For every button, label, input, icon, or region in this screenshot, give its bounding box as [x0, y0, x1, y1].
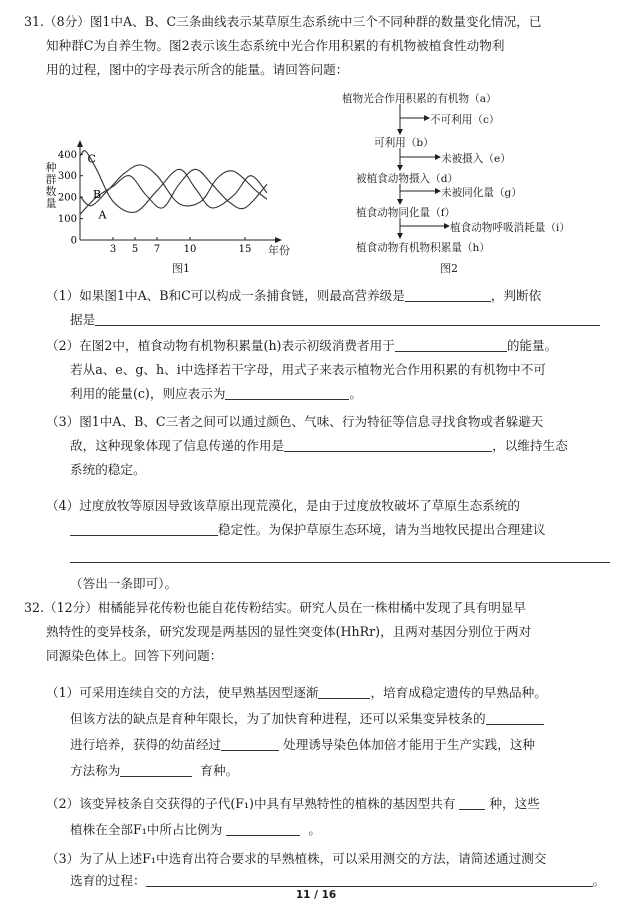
q31-sub3-text-end: ，以维持生态 — [492, 438, 568, 453]
q31-sub4-line2 — [70, 522, 545, 538]
q32-sub2-line1 — [46, 796, 540, 812]
q32-sub1-text: （1）可采用连续自交的方法，使早熟基因型逐渐 — [46, 685, 319, 700]
figure2 — [330, 88, 630, 278]
figure1-ylabel-char: 群 — [45, 173, 57, 186]
flow-branch-g: 未被同化量（g） — [441, 187, 522, 199]
q32-sub2-line2 — [70, 822, 321, 838]
figure1-xlabel: 年份 — [268, 244, 290, 257]
q32-sub3-blank[interactable] — [146, 873, 593, 887]
y-tick-label: 0 — [70, 235, 77, 247]
q32-sub2-text: （2）该变异枝条自交获得的子代(F₁)中具有早熟特性的植株的基因型共有 — [46, 796, 456, 811]
q32-sub1-text-g: 育种。 — [200, 763, 239, 778]
q32-sub1-line2 — [70, 711, 544, 727]
figure1-y-arrow — [77, 140, 83, 147]
q32-sub3-text-end: 。 — [592, 873, 606, 888]
figure1-ylabel — [44, 162, 58, 210]
page-number: 11 / 16 — [295, 889, 337, 901]
y-tick-label: 400 — [57, 149, 77, 161]
q31-sub2-line3: 利用的能量(c)，则应表示为 。 — [70, 386, 363, 401]
q31-sub2-formula-label: 利用的能量(c)，则应表示为 — [70, 386, 226, 401]
q31-sub3-line2 — [70, 438, 568, 454]
q32-sub2-text-b: 种，这些 — [489, 796, 540, 811]
y-tick-label: 200 — [57, 192, 77, 204]
q31-sub4-text: 稳定性。为保护草原生态环境，请为当地牧民提出合理建议 — [218, 522, 546, 537]
q32-sub2-blank2[interactable] — [226, 822, 300, 836]
q31-sub2-text-end: 的能量。 — [506, 338, 558, 353]
q32-sub1-text-d: 进行培养，获得的幼苗经过 — [70, 737, 222, 752]
q31-sub3-answer-blank[interactable] — [284, 438, 492, 452]
x-tick-label: 5 — [131, 244, 139, 255]
q32-sub1-text-f: 方法称为 — [70, 763, 121, 778]
q31-sub1-reason-blank[interactable] — [95, 312, 600, 326]
flow-node-d: 被植食动物摄入（d） — [356, 173, 459, 185]
figure1-caption: 图1 — [172, 262, 190, 275]
flow-branch-e: 未被摄入（e） — [441, 153, 511, 165]
q31-stem-line1: 31.（8分）图1中A、B、C三条曲线表示某草原生态系统中三个不同种群的数量变化情况，已 — [24, 14, 542, 29]
q31-sub2-answer-blank[interactable] — [395, 338, 507, 352]
q31-sub4-suggestion-line[interactable] — [70, 562, 610, 563]
q31-sub4-line4: （答出一条即可）。 — [70, 576, 178, 591]
figure1-ylabel-char: 种 — [45, 161, 57, 174]
q31-sub2-text: （2）在图2中，植食动物有机物积累量(h)表示初级消费者用于 — [46, 338, 395, 353]
y-tick-label: 300 — [57, 171, 77, 183]
q32-sub2-text-d: 。 — [308, 822, 321, 837]
q31-sub4-stability-blank[interactable] — [70, 522, 218, 536]
q31-sub3-line1: （3）图1中A、B、C三者之间可以通过颜色、气味、行为特征等信息寻找食物或者躲避天 — [46, 414, 544, 429]
x-tick-label: 15 — [238, 244, 252, 255]
q32-sub3-line2 — [70, 873, 605, 889]
q31-stem-line3: 用的过程，图中的字母表示所含的能量。请回答问题： — [46, 62, 349, 77]
flow-node-a: 植物光合作用积累的有机物（a） — [342, 93, 497, 105]
q31-sub3-text: 敌，这种现象体现了信息传递的作用是 — [70, 438, 285, 453]
q32-sub1-text-b: ，培育成稳定遗传的早熟品种。 — [370, 685, 547, 700]
q32-sub1-text-c: 但该方法的缺点是育种年限长，为了加快育种进程，还可以采集变异枝条的 — [70, 711, 486, 726]
q32-sub3-text: 选育的过程： — [70, 873, 146, 888]
q31-stem-line2: 知种群C为自养生物。图2表示该生态系统中光合作用积累的有机物被植食性动物利 — [46, 38, 505, 53]
x-tick-label: 7 — [153, 244, 161, 255]
q32-sub1-line4 — [70, 763, 238, 779]
q32-stem-line3: 同源染色体上。回答下列问题： — [46, 648, 223, 663]
figure1-series-group — [80, 151, 267, 215]
q31-sub1-reason-label: 据是 — [70, 312, 96, 327]
flow-branch-i: 植食动物呼吸消耗量（i） — [450, 222, 570, 234]
q32-sub3-line1: （3）为了从上述F₁中选育出符合要求的早熟植株，可以采用测交的方法，请简述通过测交 — [46, 851, 547, 866]
figure1-ylabel-char: 量 — [45, 197, 57, 210]
flow-node-b: 可利用（b） — [374, 137, 434, 149]
flow-branch-c: 不可利用（c） — [430, 114, 500, 126]
q32-sub1-blank4[interactable] — [120, 763, 192, 777]
figure1-ylabel-char: 数 — [45, 185, 57, 198]
q31-sub1-line2 — [70, 312, 600, 328]
q32-sub1-text-e: 处理诱导染色体加倍才能用于生产实践，这种 — [283, 737, 535, 752]
series-line-c — [80, 151, 267, 213]
q31-sub3-line3: 系统的稳定。 — [70, 462, 146, 477]
x-tick-label: 10 — [183, 244, 197, 255]
q31-sub1-text-end: ，判断依 — [490, 288, 542, 303]
q31-sub2-formula-blank[interactable] — [225, 386, 349, 400]
q32-sub1-blank3[interactable] — [221, 737, 279, 751]
x-tick-label: 3 — [109, 244, 117, 255]
q32-stem-line1: 32.（12分）柑橘能异花传粉也能自花传粉结实。研究人员在一株柑橘中发现了具有明显早 — [24, 600, 527, 615]
q32-stem-line2: 熟特性的变异枝条，研究发现是两基因的显性突变体(HhRr)，且两对基因分别位于两对 — [46, 624, 532, 639]
figure1-chart — [52, 140, 302, 280]
q31-sub2-line2: 若从a、e、g、h、i中选择若干字母，用式子来表示植物光合作用积累的有机物中不可 — [70, 362, 546, 377]
q32-sub1-blank2[interactable] — [486, 711, 544, 725]
curve-label-c: C — [87, 152, 96, 166]
q32-sub1-line3 — [70, 737, 535, 753]
flow-node-h: 植食动物有机物积累量（h） — [356, 242, 490, 254]
series-line-a — [80, 169, 267, 214]
q31-sub2-line1 — [46, 338, 557, 354]
figure1-axes — [77, 140, 282, 243]
q31-sub1-line1 — [46, 288, 541, 304]
curve-label-a: A — [98, 208, 107, 222]
figure2-caption: 图2 — [440, 262, 458, 275]
figure1 — [45, 140, 302, 280]
figure1-yticks-group — [58, 150, 83, 247]
flow-node-f: 植食动物同化量（f） — [356, 207, 456, 219]
curve-label-b: B — [93, 188, 102, 202]
q31-sub1-text: （1）如果图1中A、B和C可以构成一条捕食链，则最高营养级是 — [46, 288, 405, 303]
q32-sub1-line1 — [46, 685, 547, 701]
y-tick-label: 100 — [57, 214, 77, 226]
q32-sub1-blank1[interactable] — [318, 685, 370, 699]
q31-sub4-line1: （4）过度放牧等原因导致该草原出现荒漠化，是由于过度放牧破坏了草原生态系统的 — [46, 498, 520, 513]
flow-arrowhead — [397, 233, 403, 239]
q32-sub2-blank1[interactable] — [459, 796, 485, 810]
series-line-b — [80, 165, 267, 206]
q32-sub2-text-c: 植株在全部F₁中所占比例为 — [70, 822, 223, 837]
q31-sub1-answer-blank[interactable] — [405, 288, 491, 302]
